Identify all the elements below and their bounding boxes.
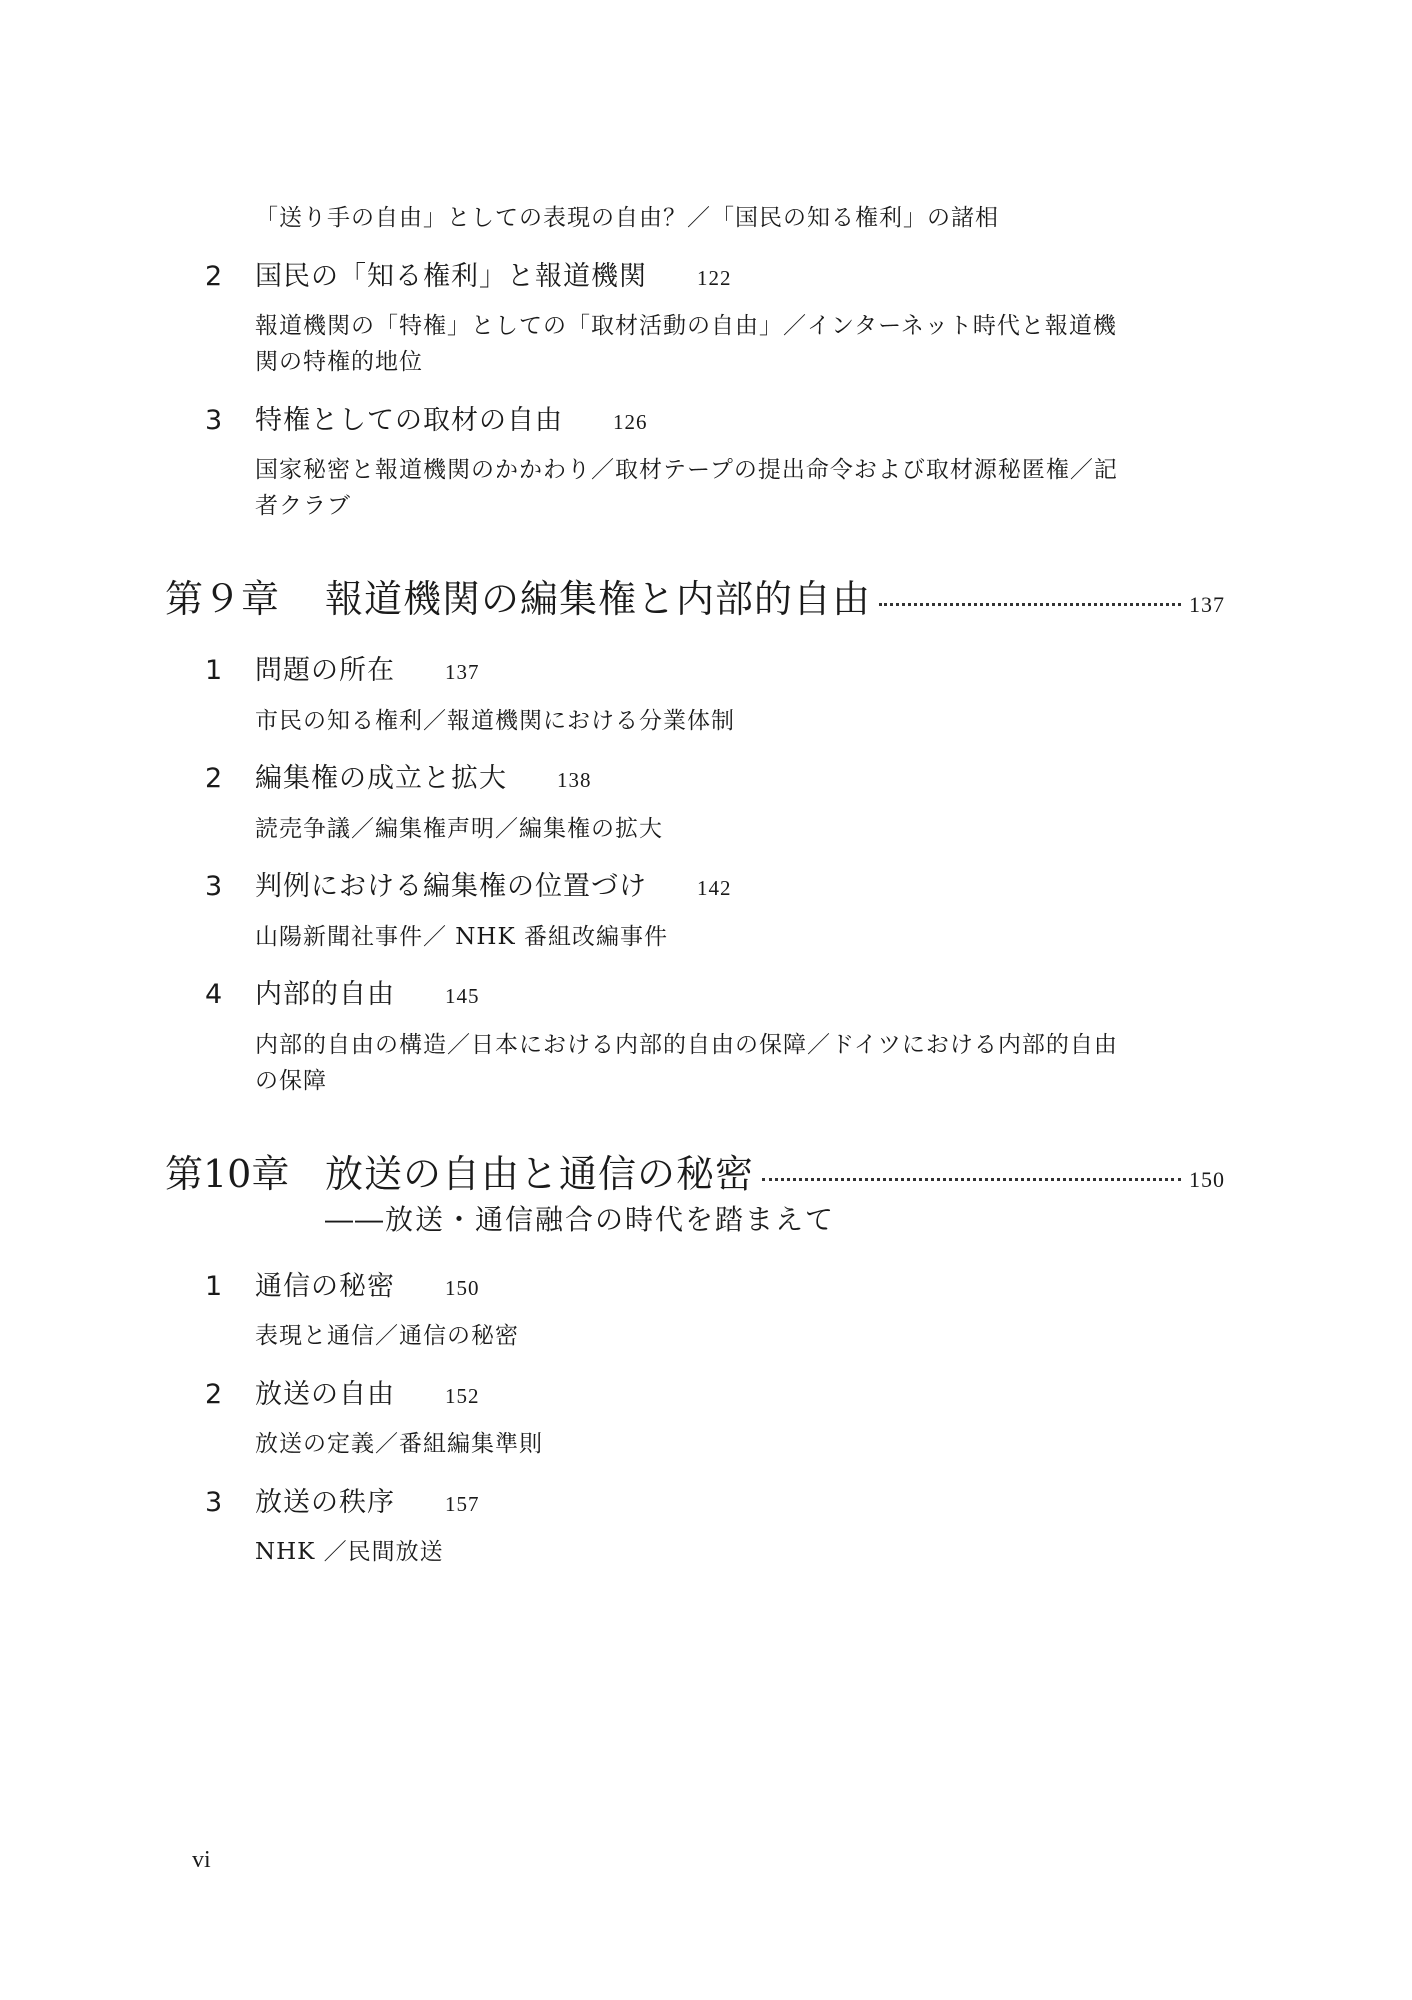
toc-section[interactable] xyxy=(205,1264,480,1304)
chapter-label: 第９章 xyxy=(165,577,280,621)
section-number: 3 xyxy=(205,405,223,436)
leader-dots xyxy=(762,1178,1181,1181)
section-page: 142 xyxy=(697,876,732,900)
section-title: 判例における編集権の位置づけ xyxy=(255,871,647,902)
page-folio: vi xyxy=(192,1847,211,1873)
section-number: 1 xyxy=(205,1271,223,1302)
section-title: 問題の所在 xyxy=(255,655,395,686)
section-page: 122 xyxy=(697,266,732,290)
chapter-title: 報道機関の編集権と内部的自由 xyxy=(325,577,872,621)
section-summary: NHK ／民間放送 xyxy=(255,1539,444,1565)
chapter-subtitle: ――放送・通信融合の時代を踏まえて xyxy=(325,1203,836,1236)
toc-section[interactable] xyxy=(205,864,732,904)
section-summary: 者クラブ xyxy=(255,493,351,519)
section-number: 2 xyxy=(205,261,223,292)
section-summary: 読売争議／編集権声明／編集権の拡大 xyxy=(255,816,663,842)
section-page: 126 xyxy=(613,410,648,434)
toc-section[interactable] xyxy=(205,254,732,294)
section-page: 150 xyxy=(445,1276,480,1300)
section-number: 1 xyxy=(205,655,223,686)
chapter-label: 第10章 xyxy=(165,1152,290,1196)
section-number: 4 xyxy=(205,979,223,1010)
section-title: 放送の自由 xyxy=(255,1379,395,1410)
section-title: 国民の「知る権利」と報道機関 xyxy=(255,261,647,292)
chapter-title: 放送の自由と通信の秘密 xyxy=(325,1152,755,1196)
section-summary: 国家秘密と報道機関のかかわり／取材テープの提出命令および取材源秘匿権／記 xyxy=(255,457,1118,483)
section-summary: 山陽新聞社事件／ NHK 番組改編事件 xyxy=(255,924,668,950)
section-title: 特権としての取材の自由 xyxy=(255,405,563,436)
toc-section[interactable] xyxy=(205,1480,480,1520)
section-summary: 「送り手の自由」としての表現の自由？／「国民の知る権利」の諸相 xyxy=(255,205,999,231)
section-title: 内部的自由 xyxy=(255,979,395,1010)
section-summary: 市民の知る権利／報道機関における分業体制 xyxy=(255,708,735,734)
section-title: 通信の秘密 xyxy=(255,1271,395,1302)
section-summary: 放送の定義／番組編集準則 xyxy=(255,1431,543,1457)
section-page: 138 xyxy=(557,768,592,792)
toc-section[interactable] xyxy=(205,972,480,1012)
section-number: 3 xyxy=(205,871,223,902)
section-number: 3 xyxy=(205,1487,223,1518)
section-number: 2 xyxy=(205,1379,223,1410)
section-summary: 表現と通信／通信の秘密 xyxy=(255,1323,519,1349)
chapter-page: 137 xyxy=(1189,592,1225,617)
chapter-page: 150 xyxy=(1189,1167,1225,1192)
section-title: 放送の秩序 xyxy=(255,1487,395,1518)
section-number: 2 xyxy=(205,763,223,794)
section-page: 152 xyxy=(445,1384,480,1408)
section-summary: 内部的自由の構造／日本における内部的自由の保障／ドイツにおける内部的自由 xyxy=(255,1032,1118,1058)
leader-dots xyxy=(879,603,1181,606)
toc-chapter-9[interactable] xyxy=(165,568,1225,620)
section-summary: 関の特権的地位 xyxy=(255,349,423,375)
toc-section[interactable] xyxy=(205,648,480,688)
toc-section[interactable] xyxy=(205,756,592,796)
section-page: 137 xyxy=(445,660,480,684)
toc-section[interactable] xyxy=(205,398,648,438)
section-summary: の保障 xyxy=(255,1068,327,1094)
toc-chapter-10[interactable] xyxy=(165,1143,1225,1195)
section-page: 157 xyxy=(445,1492,480,1516)
section-page: 145 xyxy=(445,984,480,1008)
section-summary: 報道機関の「特権」としての「取材活動の自由」／インターネット時代と報道機 xyxy=(255,313,1117,339)
toc-section[interactable] xyxy=(205,1372,480,1412)
section-title: 編集権の成立と拡大 xyxy=(255,763,507,794)
